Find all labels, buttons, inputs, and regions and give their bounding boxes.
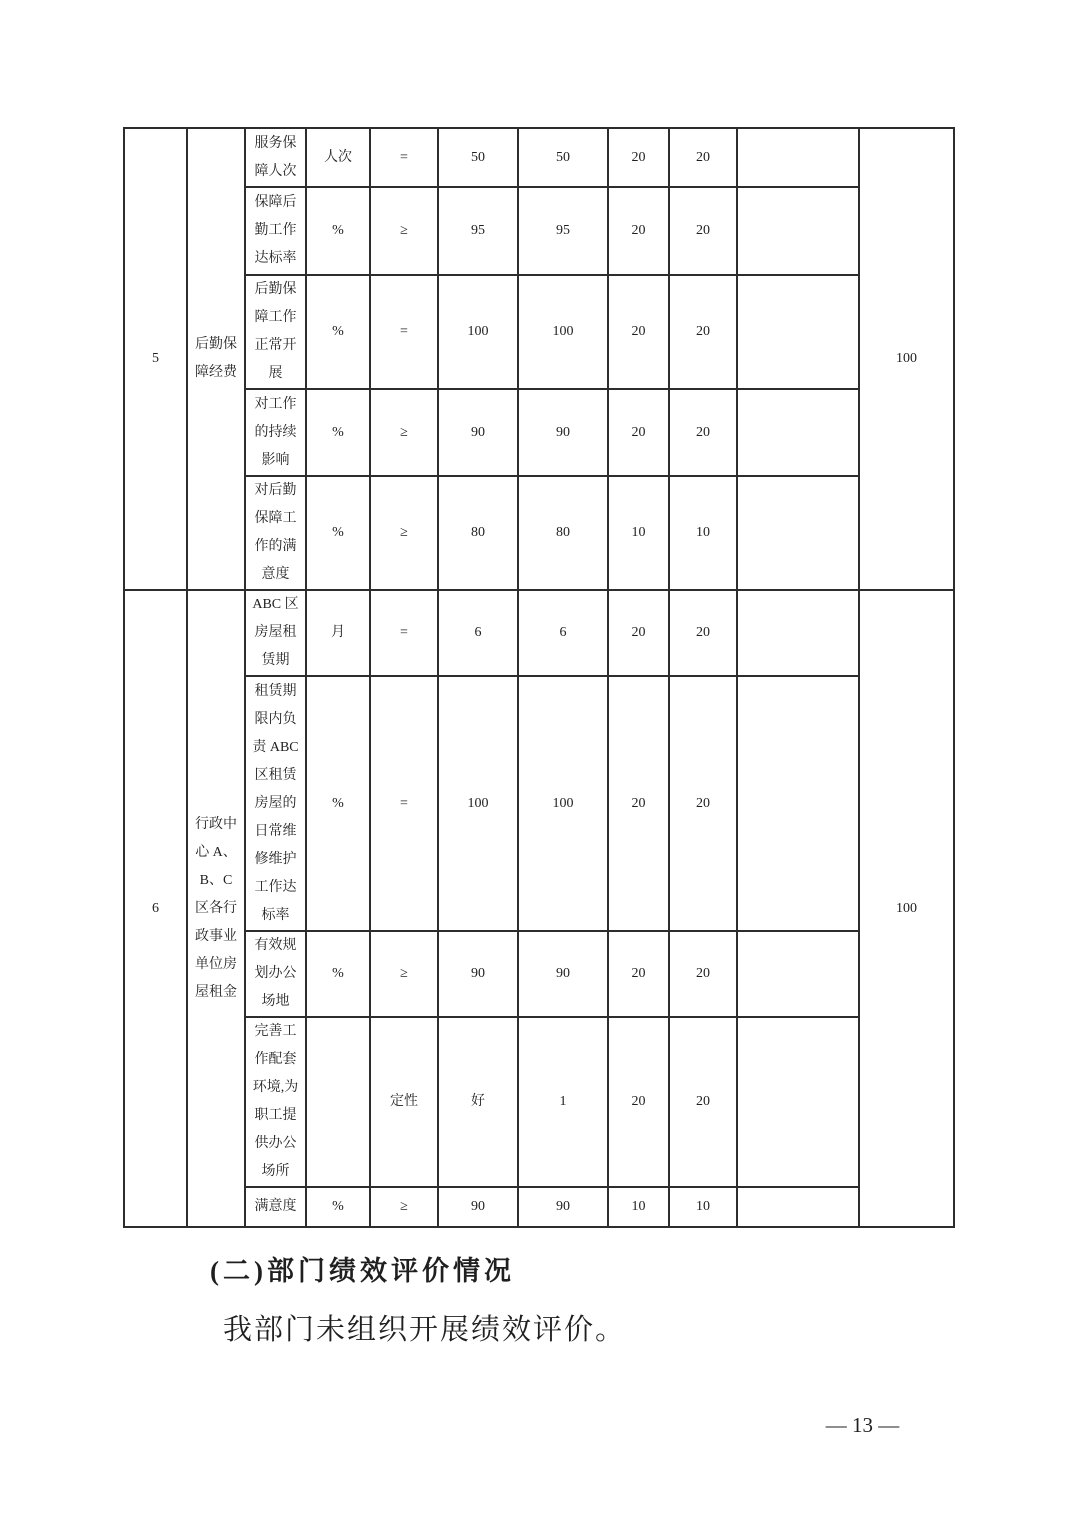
operator-cell: ≥ — [370, 187, 438, 275]
note-cell — [737, 476, 859, 590]
body-paragraph: 我部门未组织开展绩效评价。 — [223, 1314, 627, 1346]
indicator-cell: 保障后勤工作达标率 — [245, 187, 306, 275]
table-row — [124, 128, 954, 187]
actual-value-cell: 80 — [518, 476, 608, 590]
total-score-cell: 100 — [859, 128, 954, 590]
score-cell: 20 — [669, 128, 737, 187]
unit-cell: % — [306, 931, 370, 1017]
score-cell: 20 — [669, 389, 737, 476]
target-value-cell: 90 — [438, 389, 518, 476]
unit-cell: % — [306, 476, 370, 590]
actual-value-cell: 90 — [518, 1187, 608, 1227]
table-row — [124, 590, 954, 676]
target-value-cell: 50 — [438, 128, 518, 187]
unit-cell: 人次 — [306, 128, 370, 187]
weight-cell: 20 — [608, 275, 669, 389]
operator-cell: ≥ — [370, 1187, 438, 1227]
operator-cell: ≥ — [370, 476, 438, 590]
indicator-cell: 服务保障人次 — [245, 128, 306, 187]
total-score-cell: 100 — [859, 590, 954, 1227]
note-cell — [737, 389, 859, 476]
target-value-cell: 100 — [438, 676, 518, 931]
weight-cell: 20 — [608, 187, 669, 275]
score-cell: 20 — [669, 931, 737, 1017]
table-row — [124, 187, 954, 275]
score-cell: 20 — [669, 1017, 737, 1187]
table-row — [124, 275, 954, 389]
operator-cell: = — [370, 676, 438, 931]
indicator-cell: 对后勤保障工作的满意度 — [245, 476, 306, 590]
table-row — [124, 1017, 954, 1187]
page-number: — 13 — — [825, 1413, 900, 1437]
unit-cell: 月 — [306, 590, 370, 676]
weight-cell: 20 — [608, 1017, 669, 1187]
weight-cell: 20 — [608, 389, 669, 476]
indicator-cell: 满意度 — [245, 1187, 306, 1227]
indicator-cell: 对工作的持续影响 — [245, 389, 306, 476]
weight-cell: 20 — [608, 590, 669, 676]
table-row — [124, 676, 954, 931]
target-value-cell: 6 — [438, 590, 518, 676]
weight-cell: 10 — [608, 476, 669, 590]
actual-value-cell: 95 — [518, 187, 608, 275]
performance-indicator-table — [123, 127, 955, 1228]
indicator-cell: 有效规划办公场地 — [245, 931, 306, 1017]
operator-cell: = — [370, 128, 438, 187]
weight-cell: 20 — [608, 931, 669, 1017]
operator-cell: = — [370, 590, 438, 676]
table-row — [124, 1187, 954, 1227]
unit-cell: % — [306, 275, 370, 389]
project-cell: 后勤保障经费 — [187, 128, 245, 590]
actual-value-cell: 6 — [518, 590, 608, 676]
score-cell: 20 — [669, 590, 737, 676]
seq-cell: 6 — [124, 590, 187, 1227]
note-cell — [737, 1187, 859, 1227]
note-cell — [737, 128, 859, 187]
table-row — [124, 476, 954, 590]
operator-cell: ≥ — [370, 389, 438, 476]
unit-cell: % — [306, 676, 370, 931]
actual-value-cell: 100 — [518, 676, 608, 931]
note-cell — [737, 187, 859, 275]
target-value-cell: 90 — [438, 931, 518, 1017]
table-row — [124, 389, 954, 476]
target-value-cell: 100 — [438, 275, 518, 389]
unit-cell: % — [306, 187, 370, 275]
weight-cell: 10 — [608, 1187, 669, 1227]
note-cell — [737, 1017, 859, 1187]
indicator-cell: 完善工作配套环境,为职工提供办公场所 — [245, 1017, 306, 1187]
actual-value-cell: 90 — [518, 931, 608, 1017]
score-cell: 10 — [669, 476, 737, 590]
actual-value-cell: 90 — [518, 389, 608, 476]
unit-cell — [306, 1017, 370, 1187]
project-cell: 行政中心 A、B、C 区各行政事业单位房屋租金 — [187, 590, 245, 1227]
table-row — [124, 931, 954, 1017]
score-cell: 20 — [669, 676, 737, 931]
target-value-cell: 好 — [438, 1017, 518, 1187]
operator-cell: ≥ — [370, 931, 438, 1017]
unit-cell: % — [306, 1187, 370, 1227]
note-cell — [737, 590, 859, 676]
actual-value-cell: 50 — [518, 128, 608, 187]
score-cell: 20 — [669, 187, 737, 275]
unit-cell: % — [306, 389, 370, 476]
section-heading: (二)部门绩效评价情况 — [210, 1256, 515, 1286]
score-cell: 10 — [669, 1187, 737, 1227]
note-cell — [737, 275, 859, 389]
weight-cell: 20 — [608, 128, 669, 187]
score-cell: 20 — [669, 275, 737, 389]
target-value-cell: 80 — [438, 476, 518, 590]
indicator-cell: 租赁期限内负责 ABC 区租赁房屋的日常维修维护工作达标率 — [245, 676, 306, 931]
seq-cell: 5 — [124, 128, 187, 590]
note-cell — [737, 676, 859, 931]
weight-cell: 20 — [608, 676, 669, 931]
operator-cell: = — [370, 275, 438, 389]
target-value-cell: 90 — [438, 1187, 518, 1227]
note-cell — [737, 931, 859, 1017]
operator-cell: 定性 — [370, 1017, 438, 1187]
actual-value-cell: 1 — [518, 1017, 608, 1187]
actual-value-cell: 100 — [518, 275, 608, 389]
target-value-cell: 95 — [438, 187, 518, 275]
indicator-cell: 后勤保障工作正常开展 — [245, 275, 306, 389]
indicator-cell: ABC 区房屋租赁期 — [245, 590, 306, 676]
